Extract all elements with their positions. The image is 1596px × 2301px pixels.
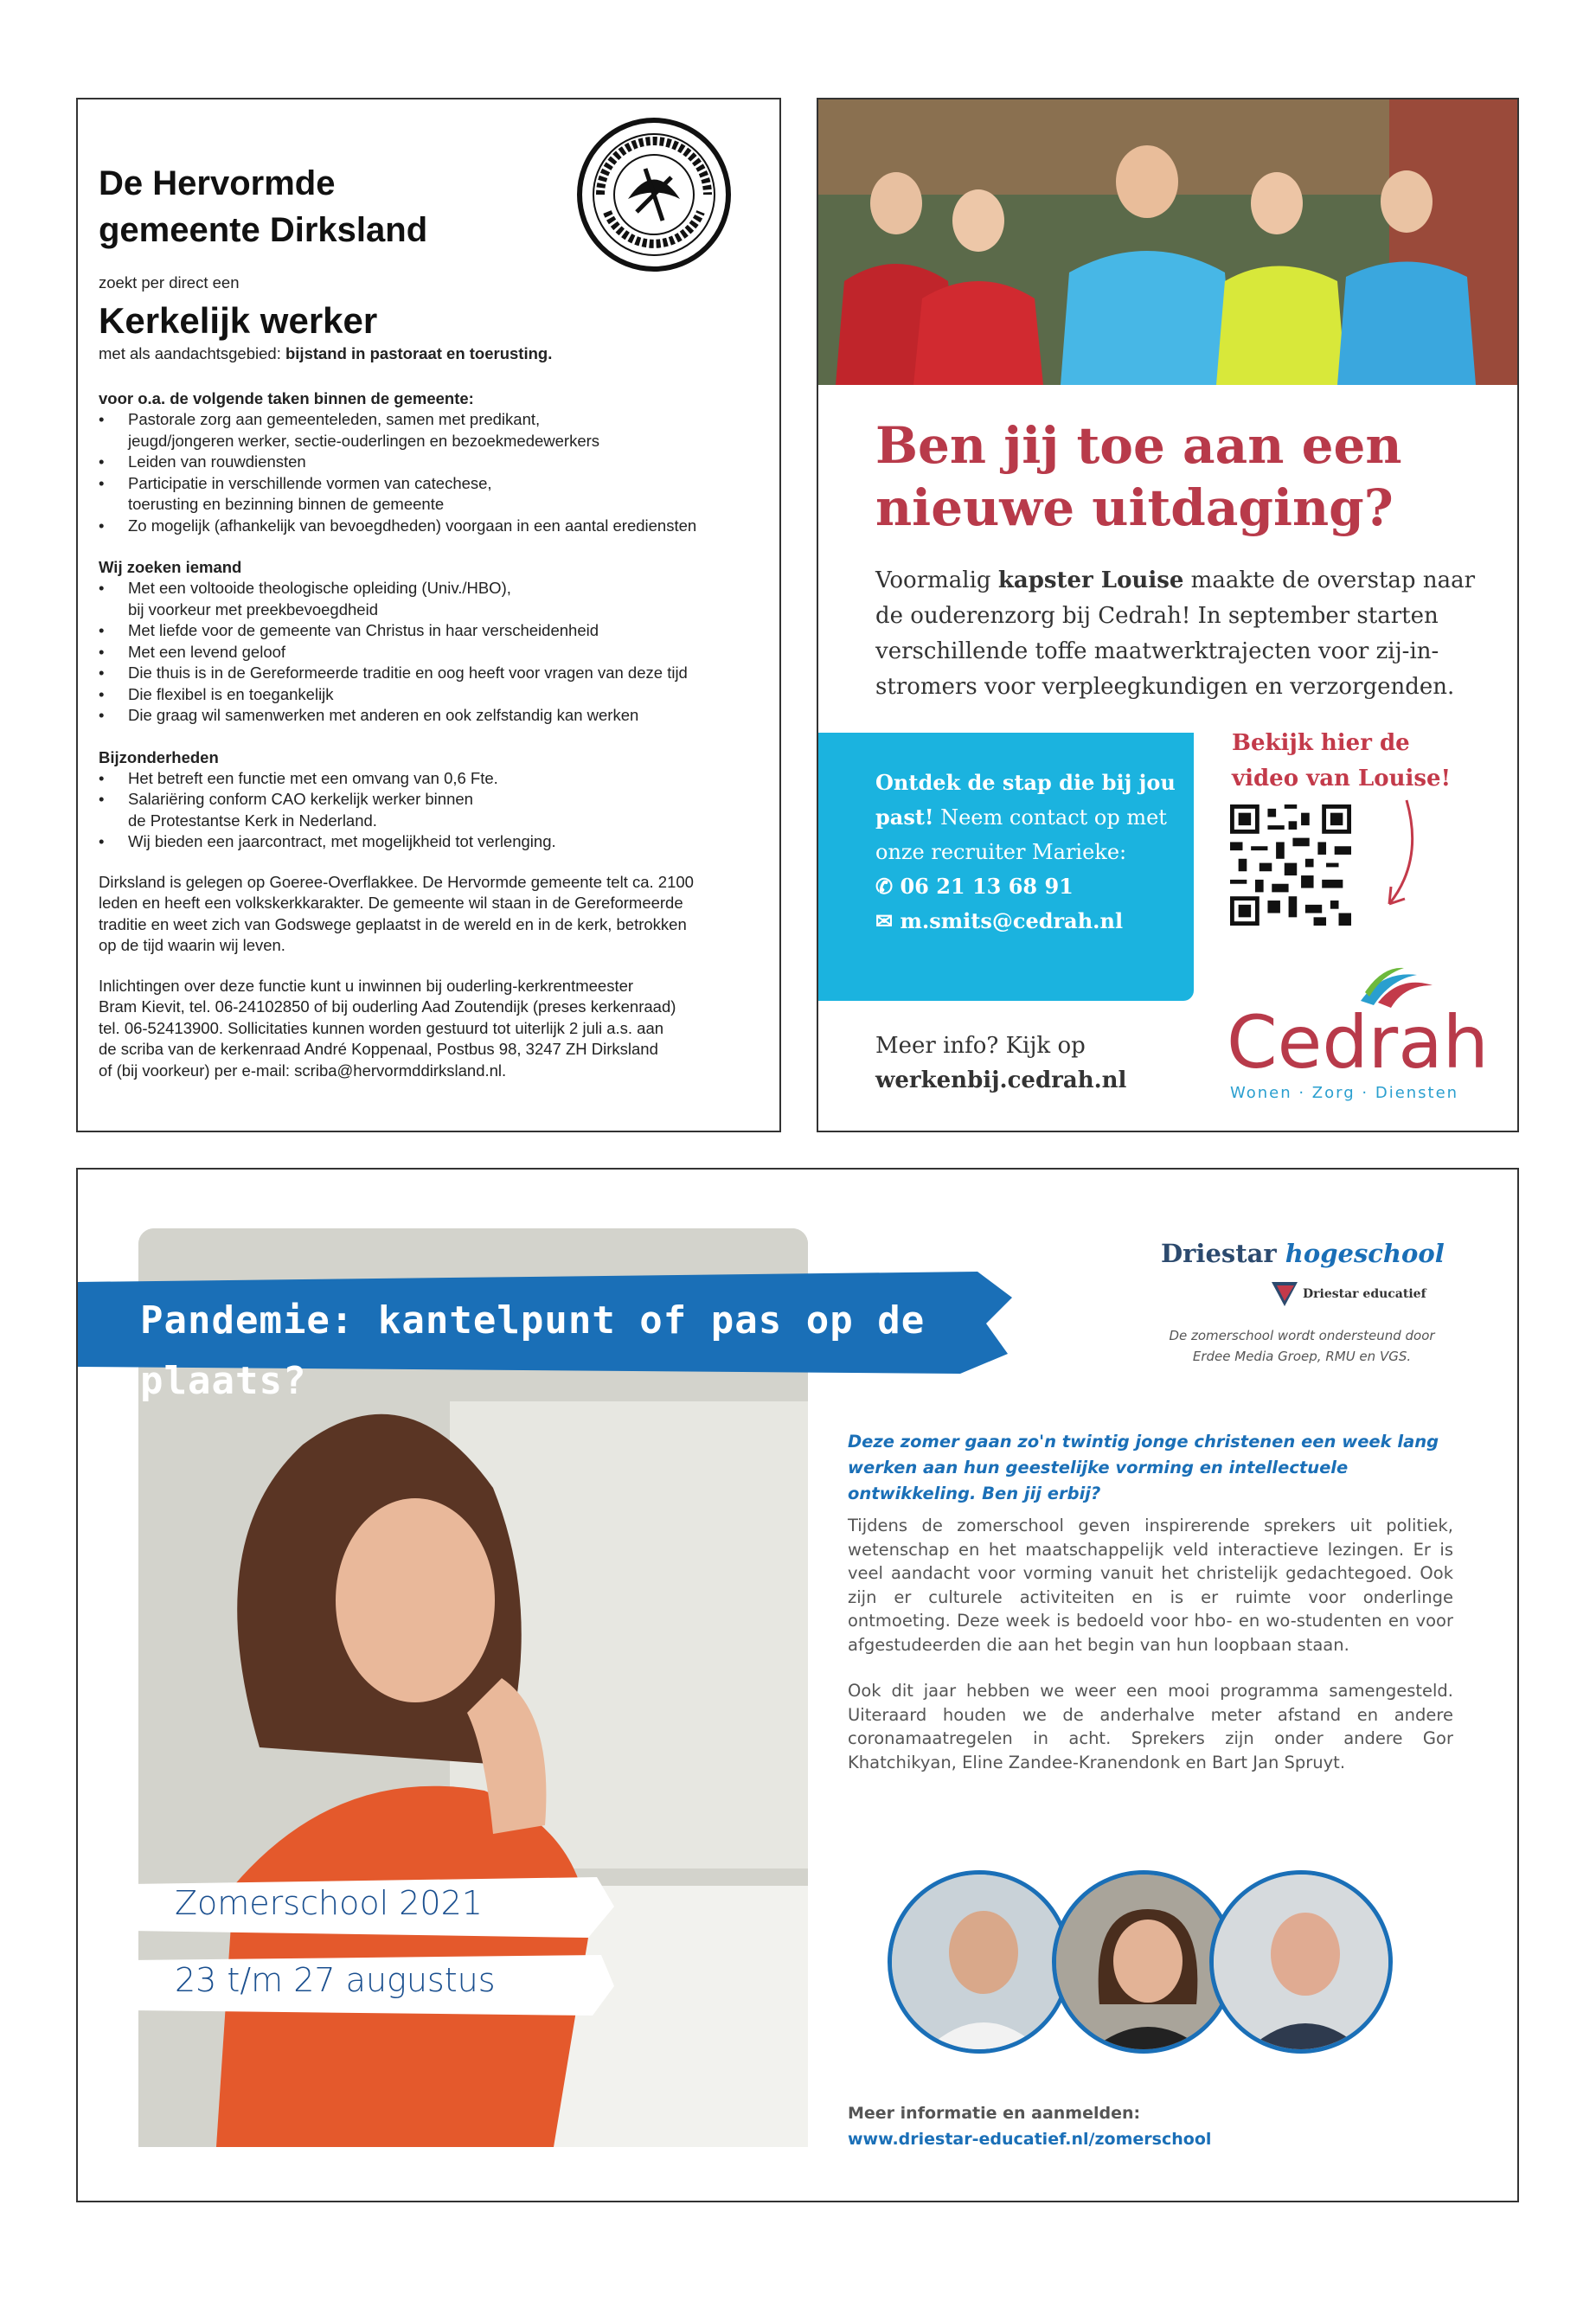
church-name-line2: gemeente Dirksland [99,211,428,249]
contact-box [818,733,1194,1001]
contact-text [875,766,1178,939]
banner-title: Pandemie: kantelpunt of pas op de plaats? [140,1298,926,1403]
list-item: • Wij bieden een jaarcontract, met mogelijkheid tot verlenging. [99,831,765,853]
headline-line1: Ben jij toe aan een [875,416,1402,475]
body-pre: Voormalig [875,567,998,593]
church-name-line1: De Hervormde [99,164,336,202]
driestar-educatief-label: Driestar educatief [1303,1287,1426,1301]
body-bold: kapster Louise [997,567,1184,593]
contact-intro: Neem contact op met onze recruiter Marieke: [875,805,1167,864]
arrow-icon [1372,792,1424,921]
phone-link[interactable]: 06 21 13 68 91 [900,874,1074,899]
paragraph-contact: Inlichtingen over deze functie kunt u inwinnen bij ouderling-kerkrentmeester Bram Kievit, tel. 06-24102850 of bij ouderling Aad Zoutendijk (preses kerkenraad) tel. 06-52413900. Sollicitaties kunnen worden gestuurd tot uiterlijk 2 juli a.s. aan de scriba van de kerkenraad André Koppenaal, Postbus 98, 3247 ZH Dirksland of (bij voorkeur) per e-mail: scriba@hervormddirksland.nl. [99,976,676,1080]
body-paragraph-1: Tijdens de zomerschool geven inspirerende sprekers uit politiek, wetenschap en het maatschappelijk veld interactieve lezingen. Er is veel aandacht voor vorming vanuit het christelijk gedachtegoed. Ook zijn er culturele activiteiten en is er ruimte voor onderlinge ontmoeting. Deze week is bedoeld voor hbo- en wo-studenten en voor afgestudeerden die aan het begin van hun loopbaan staan. [848,1516,1453,1655]
details-list [99,768,765,853]
sponsor-line2: Erdee Media Groep, RMU en VGS. [1192,1349,1412,1364]
headline-line2: nieuwe uitdaging? [875,478,1394,537]
ad-cedrah [817,98,1519,1132]
sponsor-note [1120,1325,1484,1367]
paragraph-dirksland: Dirksland is gelegen op Goeree-Overflakkee. De Hervormde gemeente telt ca. 2100 leden en heeft een volkskerkkarakter. De gemeente wil staan in de Gereformeerde traditie en weet zich van Godswege geplaatst in de wereld en in de kerk, betrokken op de tijd waarin wij leven. [99,872,694,954]
focus-prefix: met als aandachtsgebied: [99,344,285,362]
cedrah-logo [1227,965,1489,1112]
list-item: • Die graag wil samenwerken met anderen en ook zelfstandig kan werken [99,705,765,727]
staff-photo-illustration [818,99,1519,385]
body-text [875,563,1481,705]
seek-list [99,578,765,727]
speaker-photo-2 [1052,1870,1235,2054]
logo-main-b: hogeschool [1285,1239,1445,1268]
info-line1: Meer info? Kijk op [875,1033,1086,1059]
list-item: • Zo mogelijk (afhankelijk van bevoegdheden) voorgaan in een aantal erediensten [99,516,765,537]
list-item: • Het betreft een functie met een omvang van 0,6 Fte. [99,768,765,790]
more-info [875,1029,1187,1098]
list-item: • Salariëring conform CAO kerkelijk werker binnen de Protestantse Kerk in Nederland. [99,789,765,831]
driestar-logo-icon [1270,1279,1299,1308]
details-heading: Bijzonderheden [99,747,219,766]
video-callout [1232,726,1491,797]
sponsor-line1: De zomerschool wordt ondersteund door [1169,1328,1435,1343]
list-item: • Met een levend geloof [99,642,765,663]
list-item: • Die flexibel is en toegankelijk [99,684,765,706]
zomerschool-title: Zomerschool 2021 [175,1884,483,1922]
website-link[interactable]: werkenbij.cedrah.nl [875,1067,1127,1093]
envelope-icon: ✉ [875,908,894,933]
email-row [875,904,1178,939]
focus-bold: bijstand in pastoraat en toerusting. [285,344,553,362]
logo-main-a: Driestar [1161,1239,1285,1268]
list-item: • Participatie in verschillende vormen van catechese, toerusting en bezinning binnen de gemeente [99,473,765,516]
zomerschool-dates: 23 t/m 27 augustus [175,1961,496,1999]
seek-heading: Wij zoeken iemand [99,558,242,576]
intro-text: zoekt per direct een [99,273,240,292]
body-post: maakte de overstap naar de ouderenzorg bij Cedrah! In september starten verschillende toffe maatwerktrajecten voor zij-in-stromers voor verpleegkundigen en verzorgenden. [875,567,1476,700]
video-line2: video van Louise! [1232,766,1452,792]
list-item: • Met een voltooide theologische opleiding (Univ./HBO), bij voorkeur met preekbevoegdheid [99,578,765,620]
speaker-3-portrait [1214,1875,1393,2054]
focus-line [99,343,765,364]
driestar-logo-text [1161,1239,1445,1268]
cedrah-wordmark: Cedrah [1227,1000,1489,1085]
registration-link[interactable]: www.driestar-educatief.nl/zomerschool [848,2130,1212,2149]
tasks-list [99,409,765,536]
headline [875,414,1481,539]
list-item: • Met liefde voor de gemeente van Christus in haar verscheidenheid [99,620,765,642]
phone-row [875,869,1178,904]
more-info-label: Meer informatie en aanmelden: [848,2104,1141,2123]
body-paragraph-2: Ook dit jaar hebben we weer een mooi programma samengesteld. Uiteraard houden we de anderhalve meter afstand en andere coronamaatregelen in acht. Sprekers zijn onder andere Gor Khatchikyan, Eline Zandee-Kranendonk en Bart Jan Spruyt. [848,1681,1453,1772]
email-link[interactable]: m.smits@cedrah.nl [900,908,1124,933]
qr-code-icon[interactable] [1230,804,1351,926]
phone-icon: ✆ [875,874,894,899]
lead-text: Deze zomer gaan zo'n twintig jonge christenen een week lang werken aan hun geestelijke vorming en intellectuele ontwikkeling. Ben jij erbij? [848,1432,1439,1503]
list-item: • Leiden van rouwdiensten [99,452,765,473]
contact-bold: Ontdek de stap die bij jou past! [875,770,1176,830]
cedrah-tagline: Wonen · Zorg · Diensten [1230,1084,1459,1102]
list-item: • Die thuis is in de Gereformeerde traditie en oog heeft voor vragen van deze tijd [99,663,765,684]
speaker-1-portrait [892,1875,1071,2054]
ad-driestar-zomerschool [76,1168,1519,2202]
tasks-heading: voor o.a. de volgende taken binnen de gemeente: [99,389,474,407]
list-item: • Pastorale zorg aan gemeenteleden, samen met predikant, jeugd/jongeren werker, sectie-ouderlingen en bezoekmedewerkers [99,409,765,452]
video-line1: Bekijk hier de [1232,730,1410,756]
ad-hervormde-dirksland [76,98,781,1132]
job-title: Kerkelijk werker [99,300,378,341]
speaker-photo-3 [1209,1870,1393,2054]
staff-photo [818,99,1519,385]
speaker-2-portrait [1056,1875,1235,2054]
speaker-photo-1 [888,1870,1071,2054]
